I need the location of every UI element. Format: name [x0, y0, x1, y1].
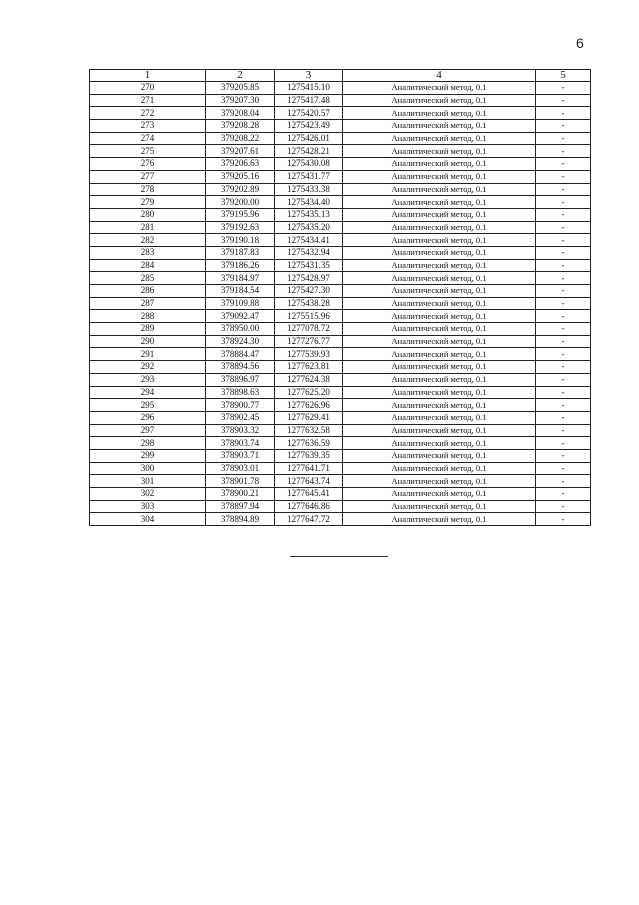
point-number-cell: 271 — [90, 94, 206, 107]
point-number-cell: 297 — [90, 424, 206, 437]
x-coordinate-cell: 378897.94 — [206, 500, 275, 513]
column-header-5: 5 — [536, 70, 591, 82]
note-cell: - — [536, 310, 591, 323]
y-coordinate-cell: 1275435.20 — [275, 221, 343, 234]
table-row — [90, 475, 591, 488]
method-cell: Аналитический метод, 0.1 — [343, 132, 536, 145]
point-number-cell: 300 — [90, 462, 206, 475]
note-cell: - — [536, 399, 591, 412]
method-cell: Аналитический метод, 0.1 — [343, 373, 536, 386]
method-cell: Аналитический метод, 0.1 — [343, 170, 536, 183]
note-cell: - — [536, 145, 591, 158]
y-coordinate-cell: 1277647.72 — [275, 513, 343, 526]
method-cell: Аналитический метод, 0.1 — [343, 488, 536, 501]
note-cell: - — [536, 488, 591, 501]
x-coordinate-cell: 378900.77 — [206, 399, 275, 412]
point-number-cell: 292 — [90, 361, 206, 374]
point-number-cell: 273 — [90, 120, 206, 133]
table-row — [90, 411, 591, 424]
y-coordinate-cell: 1275432.94 — [275, 246, 343, 259]
note-cell: - — [536, 196, 591, 209]
point-number-cell: 274 — [90, 132, 206, 145]
method-cell: Аналитический метод, 0.1 — [343, 94, 536, 107]
point-number-cell: 289 — [90, 323, 206, 336]
method-cell: Аналитический метод, 0.1 — [343, 323, 536, 336]
note-cell: - — [536, 475, 591, 488]
y-coordinate-cell: 1275431.35 — [275, 259, 343, 272]
point-number-cell: 303 — [90, 500, 206, 513]
table-row — [90, 221, 591, 234]
note-cell: - — [536, 513, 591, 526]
y-coordinate-cell: 1277645.41 — [275, 488, 343, 501]
y-coordinate-cell: 1275430.08 — [275, 158, 343, 171]
y-coordinate-cell: 1277276.77 — [275, 335, 343, 348]
note-cell: - — [536, 335, 591, 348]
x-coordinate-cell: 379184.97 — [206, 272, 275, 285]
y-coordinate-cell: 1275433.38 — [275, 183, 343, 196]
y-coordinate-cell: 1277643.74 — [275, 475, 343, 488]
x-coordinate-cell: 379109.88 — [206, 297, 275, 310]
closing-rule — [290, 556, 388, 557]
table-row — [90, 246, 591, 259]
y-coordinate-cell: 1275428.97 — [275, 272, 343, 285]
y-coordinate-cell: 1277632.58 — [275, 424, 343, 437]
note-cell: - — [536, 158, 591, 171]
method-cell: Аналитический метод, 0.1 — [343, 411, 536, 424]
method-cell: Аналитический метод, 0.1 — [343, 196, 536, 209]
note-cell: - — [536, 82, 591, 95]
method-cell: Аналитический метод, 0.1 — [343, 259, 536, 272]
point-number-cell: 299 — [90, 449, 206, 462]
x-coordinate-cell: 379205.16 — [206, 170, 275, 183]
point-number-cell: 284 — [90, 259, 206, 272]
note-cell: - — [536, 500, 591, 513]
note-cell: - — [536, 411, 591, 424]
x-coordinate-cell: 378902.45 — [206, 411, 275, 424]
table-row — [90, 285, 591, 298]
y-coordinate-cell: 1275427.30 — [275, 285, 343, 298]
point-number-cell: 275 — [90, 145, 206, 158]
note-cell: - — [536, 183, 591, 196]
y-coordinate-cell: 1275423.49 — [275, 120, 343, 133]
x-coordinate-cell: 378901.78 — [206, 475, 275, 488]
y-coordinate-cell: 1275515.96 — [275, 310, 343, 323]
x-coordinate-cell: 378894.89 — [206, 513, 275, 526]
method-cell: Аналитический метод, 0.1 — [343, 513, 536, 526]
y-coordinate-cell: 1275438.28 — [275, 297, 343, 310]
method-cell: Аналитический метод, 0.1 — [343, 208, 536, 221]
method-cell: Аналитический метод, 0.1 — [343, 297, 536, 310]
column-header-2: 2 — [206, 70, 275, 82]
coordinates-table — [89, 69, 591, 526]
column-header-1: 1 — [90, 70, 206, 82]
note-cell: - — [536, 272, 591, 285]
note-cell: - — [536, 449, 591, 462]
x-coordinate-cell: 378903.32 — [206, 424, 275, 437]
note-cell: - — [536, 462, 591, 475]
x-coordinate-cell: 378900.21 — [206, 488, 275, 501]
method-cell: Аналитический метод, 0.1 — [343, 158, 536, 171]
y-coordinate-cell: 1275417.48 — [275, 94, 343, 107]
x-coordinate-cell: 379202.89 — [206, 183, 275, 196]
point-number-cell: 287 — [90, 297, 206, 310]
table-row — [90, 437, 591, 450]
y-coordinate-cell: 1277629.41 — [275, 411, 343, 424]
x-coordinate-cell: 379207.61 — [206, 145, 275, 158]
method-cell: Аналитический метод, 0.1 — [343, 361, 536, 374]
table-row — [90, 132, 591, 145]
note-cell: - — [536, 246, 591, 259]
table-row — [90, 373, 591, 386]
table-row — [90, 234, 591, 247]
point-number-cell: 293 — [90, 373, 206, 386]
note-cell: - — [536, 107, 591, 120]
y-coordinate-cell: 1275434.41 — [275, 234, 343, 247]
method-cell: Аналитический метод, 0.1 — [343, 386, 536, 399]
method-cell: Аналитический метод, 0.1 — [343, 272, 536, 285]
note-cell: - — [536, 373, 591, 386]
table-row — [90, 94, 591, 107]
x-coordinate-cell: 378894.56 — [206, 361, 275, 374]
table-row — [90, 107, 591, 120]
x-coordinate-cell: 379208.28 — [206, 120, 275, 133]
point-number-cell: 296 — [90, 411, 206, 424]
x-coordinate-cell: 379208.04 — [206, 107, 275, 120]
point-number-cell: 281 — [90, 221, 206, 234]
point-number-cell: 270 — [90, 82, 206, 95]
point-number-cell: 295 — [90, 399, 206, 412]
note-cell: - — [536, 120, 591, 133]
x-coordinate-cell: 379195.96 — [206, 208, 275, 221]
y-coordinate-cell: 1277636.59 — [275, 437, 343, 450]
x-coordinate-cell: 379200.00 — [206, 196, 275, 209]
table-row — [90, 297, 591, 310]
note-cell: - — [536, 297, 591, 310]
table-row — [90, 145, 591, 158]
y-coordinate-cell: 1275428.21 — [275, 145, 343, 158]
point-number-cell: 294 — [90, 386, 206, 399]
table-row — [90, 462, 591, 475]
table-row — [90, 513, 591, 526]
method-cell: Аналитический метод, 0.1 — [343, 424, 536, 437]
note-cell: - — [536, 94, 591, 107]
point-number-cell: 282 — [90, 234, 206, 247]
note-cell: - — [536, 348, 591, 361]
y-coordinate-cell: 1275415.10 — [275, 82, 343, 95]
point-number-cell: 272 — [90, 107, 206, 120]
table-row — [90, 335, 591, 348]
method-cell: Аналитический метод, 0.1 — [343, 310, 536, 323]
x-coordinate-cell: 379192.63 — [206, 221, 275, 234]
note-cell: - — [536, 323, 591, 336]
y-coordinate-cell: 1277646.86 — [275, 500, 343, 513]
method-cell: Аналитический метод, 0.1 — [343, 145, 536, 158]
table-row — [90, 196, 591, 209]
note-cell: - — [536, 170, 591, 183]
x-coordinate-cell: 378896.97 — [206, 373, 275, 386]
x-coordinate-cell: 378903.71 — [206, 449, 275, 462]
point-number-cell: 301 — [90, 475, 206, 488]
note-cell: - — [536, 386, 591, 399]
note-cell: - — [536, 361, 591, 374]
x-coordinate-cell: 378950.00 — [206, 323, 275, 336]
y-coordinate-cell: 1275434.40 — [275, 196, 343, 209]
point-number-cell: 285 — [90, 272, 206, 285]
method-cell: Аналитический метод, 0.1 — [343, 234, 536, 247]
note-cell: - — [536, 424, 591, 437]
table-header — [90, 70, 591, 82]
x-coordinate-cell: 378884.47 — [206, 348, 275, 361]
table-row — [90, 170, 591, 183]
table-row — [90, 82, 591, 95]
y-coordinate-cell: 1277623.81 — [275, 361, 343, 374]
note-cell: - — [536, 437, 591, 450]
note-cell: - — [536, 132, 591, 145]
table-row — [90, 424, 591, 437]
method-cell: Аналитический метод, 0.1 — [343, 449, 536, 462]
point-number-cell: 291 — [90, 348, 206, 361]
note-cell: - — [536, 208, 591, 221]
table-body — [90, 82, 591, 526]
method-cell: Аналитический метод, 0.1 — [343, 246, 536, 259]
x-coordinate-cell: 379187.83 — [206, 246, 275, 259]
table-row — [90, 208, 591, 221]
x-coordinate-cell: 379092.47 — [206, 310, 275, 323]
method-cell: Аналитический метод, 0.1 — [343, 120, 536, 133]
method-cell: Аналитический метод, 0.1 — [343, 399, 536, 412]
method-cell: Аналитический метод, 0.1 — [343, 437, 536, 450]
point-number-cell: 278 — [90, 183, 206, 196]
table-row — [90, 323, 591, 336]
x-coordinate-cell: 378903.74 — [206, 437, 275, 450]
x-coordinate-cell: 379190.18 — [206, 234, 275, 247]
page-number: 6 — [576, 35, 584, 51]
note-cell: - — [536, 285, 591, 298]
note-cell: - — [536, 221, 591, 234]
y-coordinate-cell: 1275420.57 — [275, 107, 343, 120]
method-cell: Аналитический метод, 0.1 — [343, 285, 536, 298]
y-coordinate-cell: 1275426.01 — [275, 132, 343, 145]
table-row — [90, 500, 591, 513]
table-row — [90, 449, 591, 462]
point-number-cell: 290 — [90, 335, 206, 348]
method-cell: Аналитический метод, 0.1 — [343, 335, 536, 348]
note-cell: - — [536, 234, 591, 247]
y-coordinate-cell: 1277641.71 — [275, 462, 343, 475]
point-number-cell: 302 — [90, 488, 206, 501]
x-coordinate-cell: 379205.85 — [206, 82, 275, 95]
point-number-cell: 280 — [90, 208, 206, 221]
point-number-cell: 283 — [90, 246, 206, 259]
table-row — [90, 259, 591, 272]
table-row — [90, 310, 591, 323]
column-header-3: 3 — [275, 70, 343, 82]
method-cell: Аналитический метод, 0.1 — [343, 475, 536, 488]
table-row — [90, 158, 591, 171]
x-coordinate-cell: 379207.30 — [206, 94, 275, 107]
column-header-4: 4 — [343, 70, 536, 82]
table-row — [90, 272, 591, 285]
table-row — [90, 183, 591, 196]
method-cell: Аналитический метод, 0.1 — [343, 348, 536, 361]
note-cell: - — [536, 259, 591, 272]
table-row — [90, 399, 591, 412]
table-row — [90, 348, 591, 361]
method-cell: Аналитический метод, 0.1 — [343, 82, 536, 95]
point-number-cell: 286 — [90, 285, 206, 298]
header-row — [90, 70, 591, 82]
method-cell: Аналитический метод, 0.1 — [343, 221, 536, 234]
method-cell: Аналитический метод, 0.1 — [343, 500, 536, 513]
table-row — [90, 386, 591, 399]
y-coordinate-cell: 1275431.77 — [275, 170, 343, 183]
method-cell: Аналитический метод, 0.1 — [343, 462, 536, 475]
table-row — [90, 120, 591, 133]
point-number-cell: 276 — [90, 158, 206, 171]
y-coordinate-cell: 1275435.13 — [275, 208, 343, 221]
point-number-cell: 304 — [90, 513, 206, 526]
y-coordinate-cell: 1277626.96 — [275, 399, 343, 412]
point-number-cell: 298 — [90, 437, 206, 450]
x-coordinate-cell: 379184.54 — [206, 285, 275, 298]
point-number-cell: 277 — [90, 170, 206, 183]
point-number-cell: 279 — [90, 196, 206, 209]
y-coordinate-cell: 1277539.93 — [275, 348, 343, 361]
y-coordinate-cell: 1277625.20 — [275, 386, 343, 399]
table-row — [90, 488, 591, 501]
method-cell: Аналитический метод, 0.1 — [343, 107, 536, 120]
y-coordinate-cell: 1277624.38 — [275, 373, 343, 386]
x-coordinate-cell: 379186.26 — [206, 259, 275, 272]
x-coordinate-cell: 379206.63 — [206, 158, 275, 171]
table-row — [90, 361, 591, 374]
x-coordinate-cell: 378898.63 — [206, 386, 275, 399]
x-coordinate-cell: 379208.22 — [206, 132, 275, 145]
y-coordinate-cell: 1277639.35 — [275, 449, 343, 462]
method-cell: Аналитический метод, 0.1 — [343, 183, 536, 196]
y-coordinate-cell: 1277078.72 — [275, 323, 343, 336]
x-coordinate-cell: 378924.30 — [206, 335, 275, 348]
point-number-cell: 288 — [90, 310, 206, 323]
x-coordinate-cell: 378903.01 — [206, 462, 275, 475]
